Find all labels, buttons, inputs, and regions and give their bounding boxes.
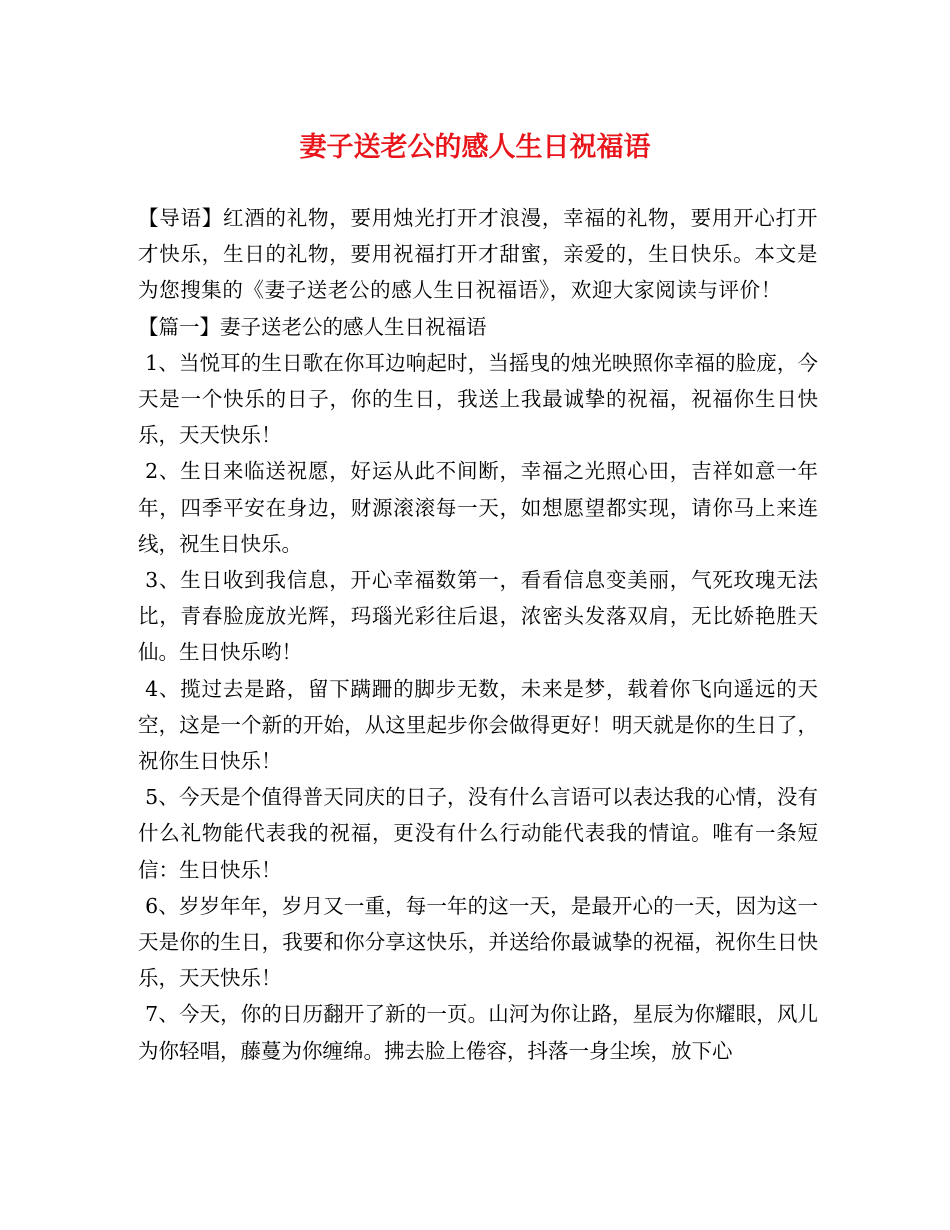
document-title: 妻子送老公的感人生日祝福语: [299, 132, 651, 163]
list-item: 7、今天，你的日历翻开了新的一页。山河为你让路，星辰为你耀眼，风儿为你轻唱，藤蔓为你缠绵。拂去脸上倦容，抖落一身尘埃，放下心: [138, 1002, 818, 1063]
document-body: [138, 200, 818, 1069]
list-item: 2、生日来临送祝愿，好运从此不间断，幸福之光照心田，吉祥如意一年年，四季平安在身边，财源滚滚每一天，如想愿望都实现，请你马上来连线，祝生日快乐。: [138, 459, 818, 556]
section-heading: 【篇一】妻子送老公的感人生日祝福语: [138, 314, 487, 339]
list-item: 6、岁岁年年，岁月又一重，每一年的这一天，是最开心的一天，因为这一天是你的生日，我要和你分享这快乐，并送给你最诚挚的祝福，祝你生日快乐，天天快乐！: [138, 893, 818, 991]
list-item: 5、今天是个值得普天同庆的日子，没有什么言语可以表达我的心情，没有什么礼物能代表我的祝福，更没有什么行动能代表我的情谊。唯有一条短信：生日快乐！: [138, 785, 818, 882]
intro-paragraph: 【导语】红酒的礼物，要用烛光打开才浪漫，幸福的礼物，要用开心打开才快乐，生日的礼物，要用祝福打开才甜蜜，亲爱的，生日快乐。本文是为您搜集的《妻子送老公的感人生日祝福语》，欢迎大家阅读与评价！: [138, 206, 818, 303]
list-item: 4、揽过去是路，留下蹒跚的脚步无数，未来是梦，载着你飞向遥远的天空，这是一个新的开始，从这里起步你会做得更好！明天就是你的生日了，祝你生日快乐！: [138, 676, 818, 774]
list-item: 1、当悦耳的生日歌在你耳边响起时，当摇曳的烛光映照你幸福的脸庞，今天是一个快乐的日子，你的生日，我送上我最诚挚的祝福，祝福你生日快乐，天天快乐！: [138, 350, 818, 448]
list-item: 3、生日收到我信息，开心幸福数第一，看看信息变美丽，气死玫瑰无法比，青春脸庞放光辉，玛瑙光彩往后退，浓密头发落双肩，无比娇艳胜天仙。生日快乐哟！: [138, 568, 818, 665]
